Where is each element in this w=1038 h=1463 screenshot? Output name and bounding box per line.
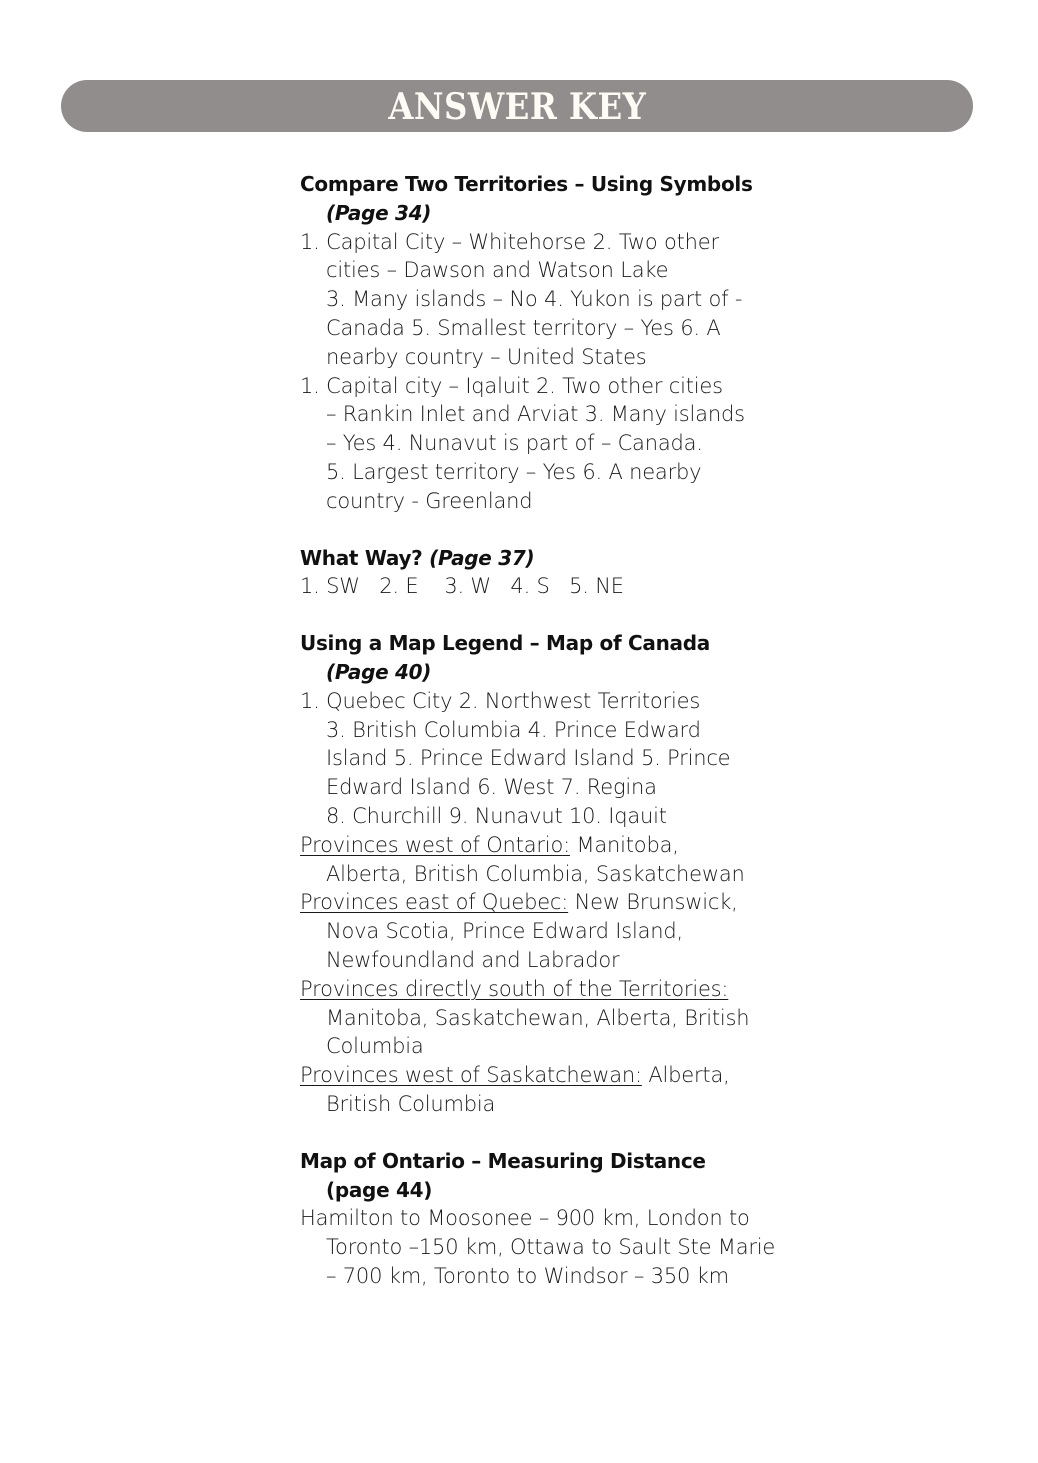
group-value-line: Columbia: [326, 1034, 424, 1059]
answer-content: [300, 170, 820, 1319]
section-page-ref: (Page 40): [326, 659, 432, 684]
answer-line: cities – Dawson and Watson Lake: [326, 258, 669, 283]
section-map-of-ontario: [300, 1147, 820, 1291]
answer-line: 1. Capital city – Iqaluit 2. Two other cities: [300, 373, 723, 398]
group-value-line: Newfoundland and Labrador: [326, 947, 620, 972]
section-title: Map of Ontario – Measuring Distance: [300, 1148, 706, 1173]
section-heading: [300, 629, 820, 658]
group-value: Manitoba,: [569, 832, 679, 857]
answer-line: 1. SW 2. E 3. W 4. S 5. NE: [300, 574, 624, 599]
section-heading: [300, 1147, 820, 1176]
section-page-ref: (Page 37): [429, 545, 535, 570]
answer-line: Island 5. Prince Edward Island 5. Prince: [326, 746, 731, 771]
group-south-of-territories: [300, 975, 820, 1004]
answer-line: 8. Churchill 9. Nunavut 10. Iqauit: [326, 803, 667, 828]
group-value: Alberta,: [641, 1063, 730, 1088]
group-label: Provinces west of Ontario:: [300, 832, 570, 857]
group-label: Provinces west of Saskatchewan:: [300, 1063, 642, 1088]
answer-line: – Yes 4. Nunavut is part of – Canada.: [326, 431, 703, 456]
answer-line: Toronto –150 km, Ottawa to Sault Ste Marie: [326, 1235, 776, 1260]
answer-line: Edward Island 6. West 7. Regina: [326, 775, 657, 800]
section-heading: [300, 544, 820, 573]
answer-line: – Rankin Inlet and Arviat 3. Many islands: [326, 402, 745, 427]
answer-line: Canada 5. Smallest territory – Yes 6. A: [326, 315, 721, 340]
section-what-way: [300, 544, 820, 602]
group-west-of-saskatchewan: [300, 1061, 820, 1090]
answer-line: – 700 km, Toronto to Windsor – 350 km: [326, 1263, 729, 1288]
answer-line: 3. Many islands – No 4. Yukon is part of -: [326, 287, 743, 312]
answer-line: nearby country – United States: [326, 344, 647, 369]
group-east-of-quebec: [300, 888, 820, 917]
answer-line: 1. Quebec City 2. Northwest Territories: [300, 688, 701, 713]
group-value-line: Alberta, British Columbia, Saskatchewan: [326, 861, 745, 886]
header-title: ANSWER KEY: [388, 86, 646, 128]
group-label: Provinces east of Quebec:: [300, 890, 569, 915]
answer-line: 5. Largest territory – Yes 6. A nearby: [326, 459, 702, 484]
section-page-ref: (page 44): [326, 1177, 433, 1202]
group-value-line: British Columbia: [326, 1091, 496, 1116]
group-value-line: Nova Scotia, Prince Edward Island,: [326, 919, 684, 944]
group-value-line: Manitoba, Saskatchewan, Alberta, British: [326, 1005, 750, 1030]
section-title: Using a Map Legend – Map of Canada: [300, 631, 710, 656]
answer-line: country - Greenland: [326, 488, 533, 513]
answer-line: 1. Capital City – Whitehorse 2. Two other: [300, 229, 719, 254]
answer-line: 3. British Columbia 4. Prince Edward: [326, 717, 701, 742]
answer-line: Hamilton to Moosonee – 900 km, London to: [300, 1206, 750, 1231]
section-heading: [300, 170, 820, 199]
group-label: Provinces directly south of the Territories:: [300, 976, 729, 1001]
section-map-legend: [300, 629, 820, 1119]
section-title: What Way?: [300, 545, 423, 570]
section-page-ref: (Page 34): [326, 200, 432, 225]
section-title: Compare Two Territories – Using Symbols: [300, 172, 753, 196]
section-compare-territories: [300, 170, 820, 516]
answer-key-header: [61, 80, 973, 132]
group-value: New Brunswick,: [568, 890, 738, 915]
group-west-of-ontario: [300, 831, 820, 860]
